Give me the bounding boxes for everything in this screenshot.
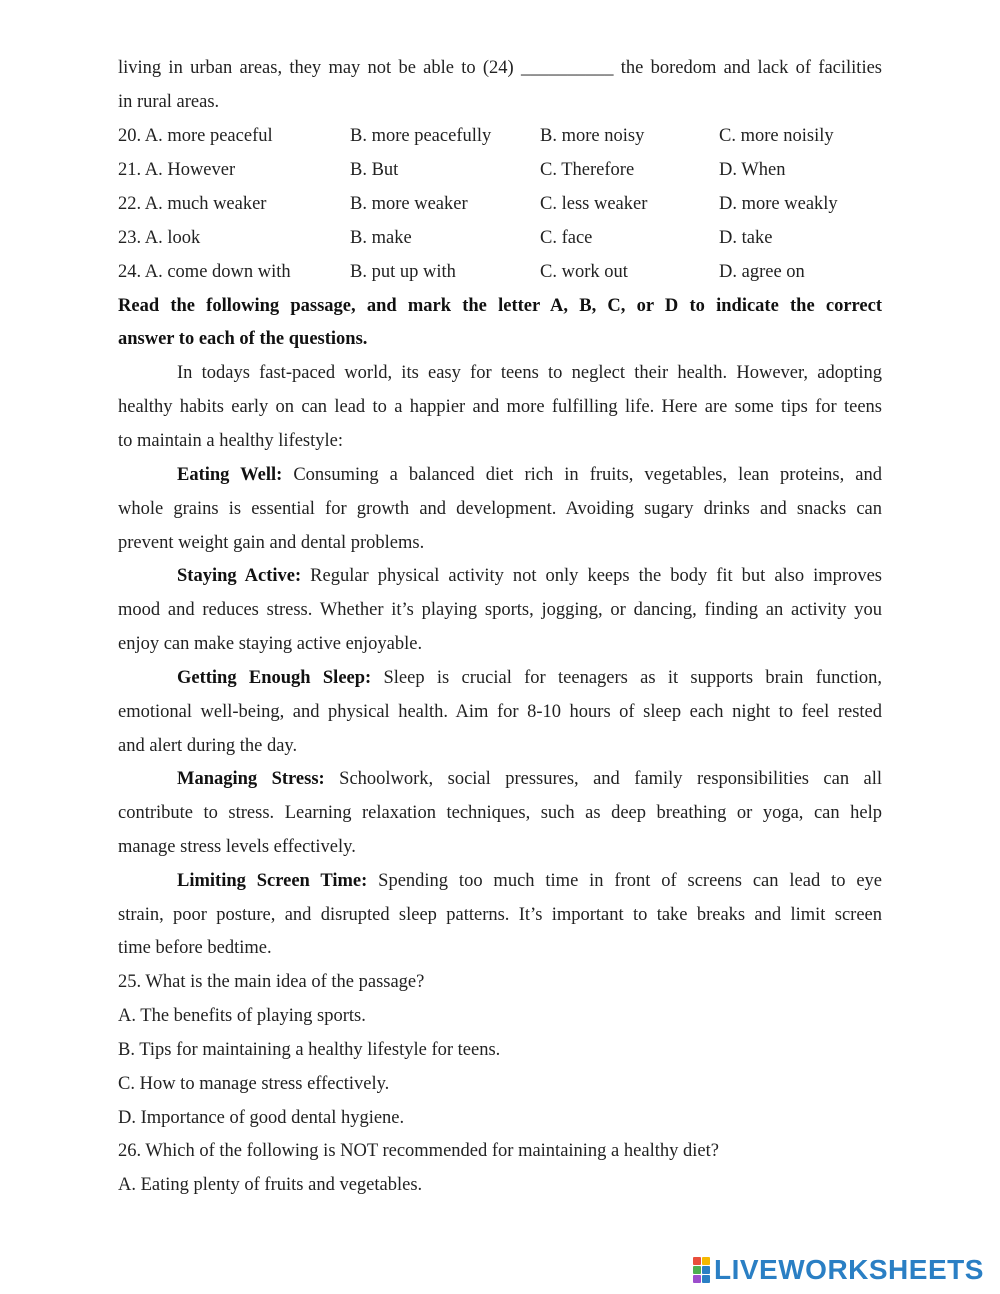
passage-line: strain, poor posture, and disrupted sleep patterns. It’s important to take breaks and limit screen xyxy=(118,905,882,925)
option-b: B. put up with xyxy=(350,262,456,282)
section-heading: Eating Well: xyxy=(177,465,283,485)
passage-line: enjoy can make staying active enjoyable. xyxy=(118,634,423,654)
option-c: C. less weaker xyxy=(540,194,648,214)
option-a: 22. A. much weaker xyxy=(118,194,267,214)
option-b: B. But xyxy=(350,160,399,180)
option-c: B. more noisy xyxy=(540,126,645,146)
passage-line: prevent weight gain and dental problems. xyxy=(118,533,425,553)
section-heading: Managing Stress: xyxy=(177,769,325,789)
passage-line: healthy habits early on can lead to a happier and more fulfilling life. Here are some tips for teens xyxy=(118,397,882,417)
section-heading: Limiting Screen Time: xyxy=(177,871,368,891)
eating-well-line-1: Eating Well: Consuming a balanced diet rich in fruits, vegetables, lean proteins, and xyxy=(177,465,883,485)
option-d: C. more noisily xyxy=(719,126,834,146)
answer-option[interactable]: A. The benefits of playing sports. xyxy=(118,1006,366,1026)
option-d: D. more weakly xyxy=(719,194,838,214)
logo-blocks-icon xyxy=(693,1257,710,1283)
logo-text: LIVEWORKSHEETS xyxy=(714,1254,984,1285)
intro-line-2: in rural areas. xyxy=(118,92,220,112)
option-a: 23. A. look xyxy=(118,228,201,248)
answer-option[interactable]: B. Tips for maintaining a healthy lifestyle for teens. xyxy=(118,1040,501,1060)
stress-line-1: Managing Stress: Schoolwork, social pressures, and family responsibilities can all xyxy=(177,769,883,789)
instruction-line-2: answer to each of the questions. xyxy=(118,329,368,349)
passage-line: to maintain a healthy lifestyle: xyxy=(118,431,344,451)
option-a: 24. A. come down with xyxy=(118,262,291,282)
option-d: D. take xyxy=(719,228,773,248)
option-d: D. When xyxy=(719,160,786,180)
option-c: C. face xyxy=(540,228,593,248)
option-c: C. Therefore xyxy=(540,160,635,180)
option-b: B. more weaker xyxy=(350,194,468,214)
sleep-line-1: Getting Enough Sleep: Sleep is crucial for teenagers as it supports brain function, xyxy=(177,668,883,688)
question-26: 26. Which of the following is NOT recommended for maintaining a healthy diet? xyxy=(118,1141,719,1161)
passage-line: emotional well-being, and physical health. Aim for 8-10 hours of sleep each night to feel rested xyxy=(118,702,882,722)
passage-line: time before bedtime. xyxy=(118,938,272,958)
option-a: 21. A. However xyxy=(118,160,236,180)
option-c: C. work out xyxy=(540,262,628,282)
option-b: B. make xyxy=(350,228,412,248)
question-25: 25. What is the main idea of the passage? xyxy=(118,972,425,992)
answer-option[interactable]: C. How to manage stress effectively. xyxy=(118,1074,390,1094)
passage-line: In todays fast-paced world, its easy for teens to neglect their health. However, adopting xyxy=(177,363,882,383)
section-heading: Staying Active: xyxy=(177,566,302,586)
screen-time-line-1: Limiting Screen Time: Spending too much time in front of screens can lead to eye xyxy=(177,871,882,891)
passage-line: whole grains is essential for growth and development. Avoiding sugary drinks and snacks can xyxy=(118,499,882,519)
liveworksheets-logo xyxy=(693,1253,984,1287)
passage-line: mood and reduces stress. Whether it’s playing sports, jogging, or dancing, finding an activity you xyxy=(118,600,882,620)
passage-line: contribute to stress. Learning relaxation techniques, such as deep breathing or yoga, can help xyxy=(118,803,882,823)
section-heading: Getting Enough Sleep: xyxy=(177,668,372,688)
option-d: D. agree on xyxy=(719,262,805,282)
staying-active-line-1: Staying Active: Regular physical activity not only keeps the body fit but also improves xyxy=(177,566,882,586)
option-b: B. more peacefully xyxy=(350,126,492,146)
option-a: 20. A. more peaceful xyxy=(118,126,273,146)
intro-line-1: living in urban areas, they may not be able to (24) __________ the boredom and lack of facilities xyxy=(118,58,882,78)
passage-line: manage stress levels effectively. xyxy=(118,837,356,857)
passage-line: and alert during the day. xyxy=(118,736,298,756)
instruction-line-1: Read the following passage, and mark the letter A, B, C, or D to indicate the correct xyxy=(118,296,882,316)
answer-option[interactable]: A. Eating plenty of fruits and vegetables. xyxy=(118,1175,423,1195)
answer-option[interactable]: D. Importance of good dental hygiene. xyxy=(118,1108,405,1128)
